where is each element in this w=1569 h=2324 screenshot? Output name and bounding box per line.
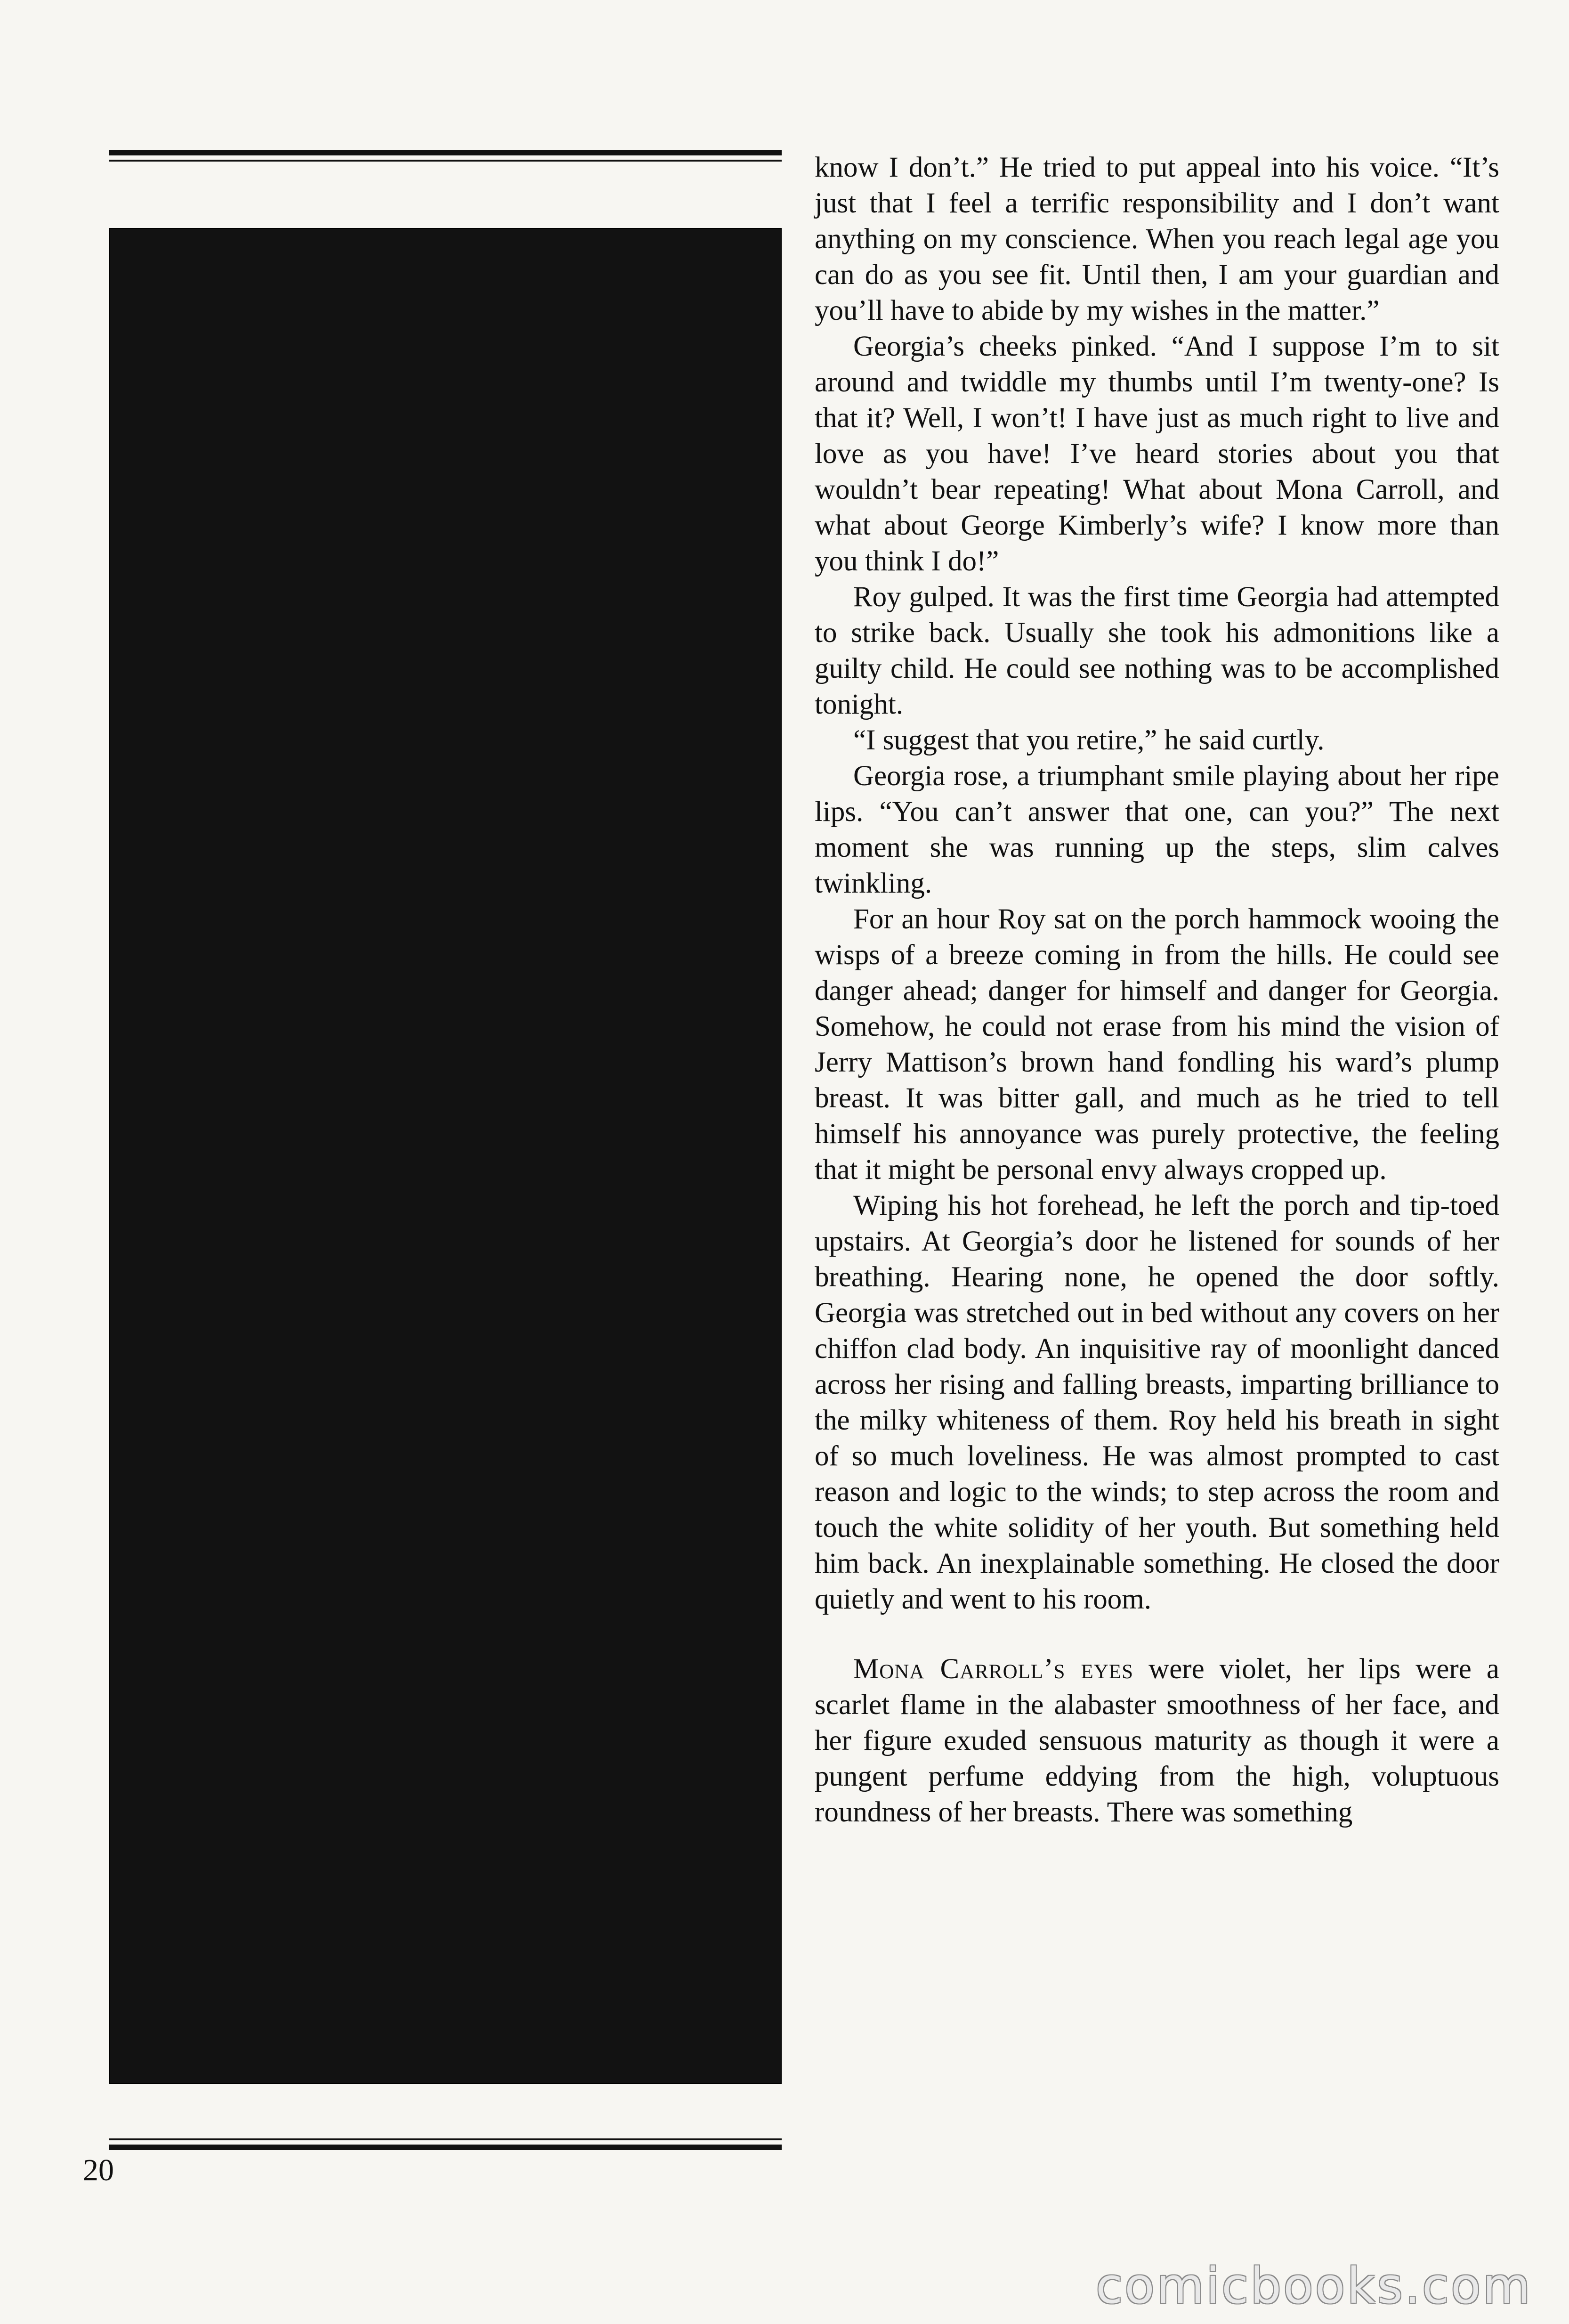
paragraph: “I suggest that you retire,” he said curtly. [853,724,1325,756]
paragraph: know I don’t.” He tried to put appeal into his voice. “It’s just that I feel a terrific responsibility and I don’t want anything on my conscience. When you reach legal age you can do as you see fit. Until then, I am your guardian and you’ll have to abide by my wishes in the matter.” [815,152,1499,326]
paragraph: Georgia rose, a triumphant smile playing about her ripe lips. “You can’t answer that one, can you?” The next moment she was running up the steps, slim calves twinkling. [815,760,1499,899]
watermark-text: comicbooks.com [1095,2257,1532,2315]
paragraph: Roy gulped. It was the first time Georgia had attempted to strike back. Usually she took his admonitions like a guilty child. He could see nothing was to be accomplished tonight. [815,581,1499,720]
section-opening-paragraph [815,1651,1499,1830]
article-text-column [815,150,1499,1830]
paragraph: Georgia’s cheeks pinked. “And I suppose I’m to sit around and twiddle my thumbs until I’m twenty-one? Is that it? Well, I won’t! I have just as much right to live and love as you have! I’ve heard stories about you that wouldn’t bear repeating! What about Mona Carroll, and what about George Kimberly’s wife? I know more than you think I do!” [815,331,1499,577]
paragraph: For an hour Roy sat on the porch hammock wooing the wisps of a breeze coming in from the hills. He could see danger ahead; danger for himself and danger for Georgia. Somehow, he could not erase from his mind the vision of Jerry Mattison’s brown hand fondling his ward’s plump breast. It was bitter gall, and much as he tried to tell himself his annoyance was purely protective, the feeling that it might be personal envy always cropped up. [815,903,1499,1186]
section-text: were violet, her lips were a scarlet flame in the alabaster smoothness of her face, and her figure exuded sensuous maturity as though it were a pungent perfume eddying from the high, voluptuous roundness of her breasts. There was something [815,1653,1499,1828]
bottom-rule [109,2138,782,2150]
paragraph: Wiping his hot forehead, he left the porch and tip-toed upstairs. At Georgia’s door he listened for sounds of her breathing. Hearing none, he opened the door softly. Georgia was stretched out in bed without any covers on her chiffon clad body. An inquisitive ray of moonlight danced across her rising and falling breasts, imparting brilliance to the milky whiteness of them. Roy held his breath in sight of so much loveliness. He was almost prompted to cast reason and logic to the winds; to step across the room and touch the white solidity of her youth. But something held him back. An inexplainable something. He closed the door quietly and went to his room. [815,1190,1499,1615]
photograph-placeholder [109,228,782,2084]
section-lead-in: Mona Carroll’s eyes [853,1653,1134,1685]
page-number: 20 [83,2153,114,2187]
top-rule [109,150,782,162]
